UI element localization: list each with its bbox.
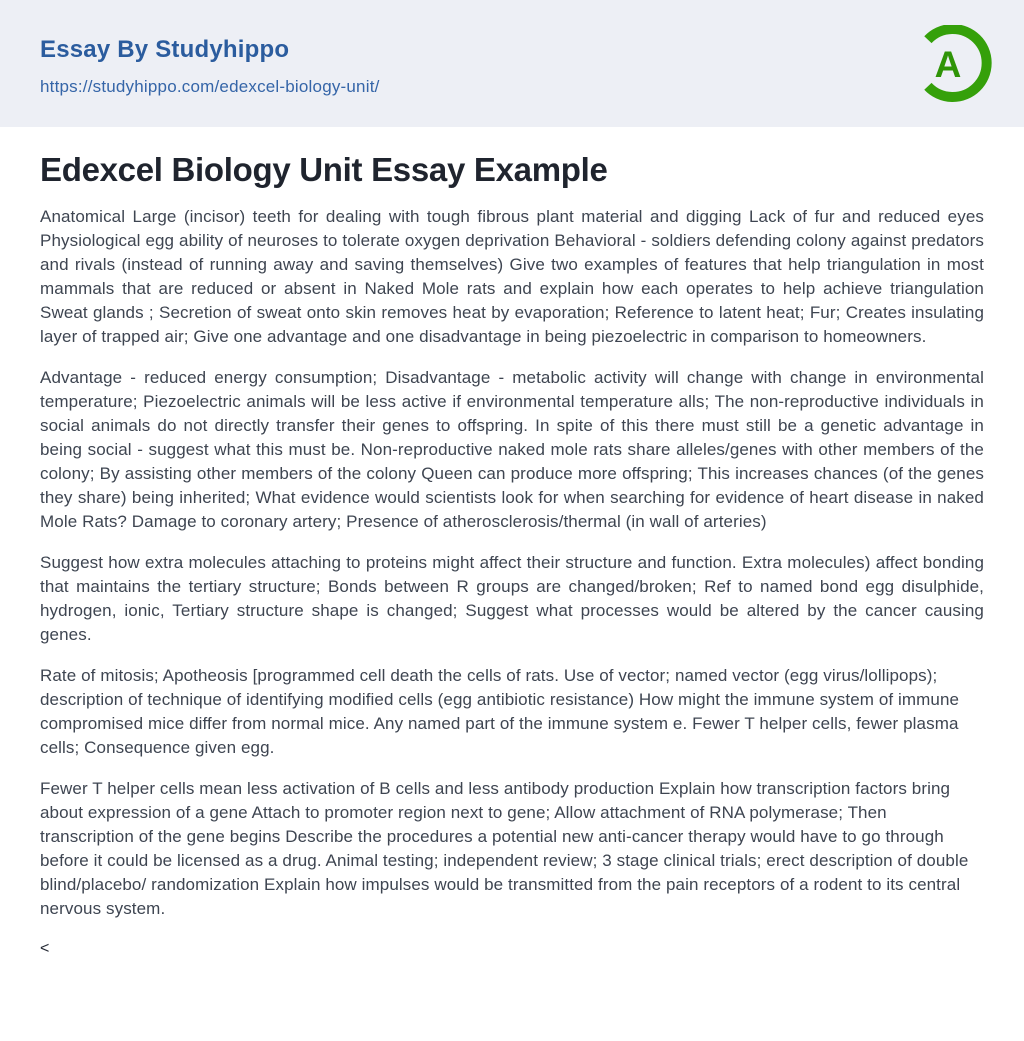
source-url-link[interactable]: https://studyhippo.com/edexcel-biology-unit/: [40, 77, 380, 96]
article-paragraph: Anatomical Large (incisor) teeth for dealing with tough fibrous plant material and digging Lack of fur and reduced eyes Physiological egg ability of neuroses to tolerate oxygen deprivation Behavioral - soldiers defending colony against predators and rivals (instead of running away and saving themselves) Give two examples of features that help triangulation in most mammals that are reduced or absent in Naked Mole rats and explain how each operates to help achieve triangulation Sweat glands ; Secretion of sweat onto skin removes heat by evaporation; Reference to latent heat; Fur; Creates insulating layer of trapped air; Give one advantage and one disadvantage in being piezoelectric in comparison to homeowners.: [40, 207, 984, 346]
logo-letter: A: [934, 43, 962, 85]
truncated-footer-char: <: [40, 940, 50, 957]
site-title: Essay By Studyhippo: [40, 36, 290, 63]
studyhippo-logo-icon: [912, 25, 992, 105]
page-header: [0, 0, 1024, 127]
article-body: [40, 205, 984, 921]
article-paragraph: Advantage - reduced energy consumption; Disadvantage - metabolic activity will change with change in environmental temperature; Piezoelectric animals will be less active if environmental temperature alls; The non-reproductive individuals in social animals do not directly transfer their genes to offspring. In spite of this there must still be a genetic advantage in being social - suggest what this must be. Non-reproductive naked mole rats share alleles/genes with other members of the colony; By assisting other members of the colony Queen can produce more offspring; This increases chances (of the genes they share) being inherited; What evidence would scientists look for when searching for evidence of heart disease in naked Mole Rats? Damage to coronary artery; Presence of atherosclerosis/thermal (in wall of arteries): [40, 368, 984, 531]
article-paragraph: Fewer T helper cells mean less activation of B cells and less antibody production Explain how transcription factors bring about expression of a gene Attach to promoter region next to gene; Allow attachment of RNA polymerase; Then transcription of the gene begins Describe the procedures a potential new anti-cancer therapy would have to go through before it could be licensed as a drug. Animal testing; independent review; 3 stage clinical trials; erect description of double blind/placebo/ randomization Explain how impulses would be transmitted from the pain receptors of a rodent to its central nervous system.: [40, 779, 969, 918]
header-text-block: [40, 30, 380, 97]
logo-arc-icon: [912, 25, 992, 105]
article-paragraph: Suggest how extra molecules attaching to proteins might affect their structure and function. Extra molecules) affect bonding that maintains the tertiary structure; Bonds between R groups are changed/broken; Ref to named bond egg disulphide, hydrogen, ionic, Tertiary structure shape is changed; Suggest what processes would be altered by the cancer causing genes.: [40, 553, 984, 644]
article-title: Edexcel Biology Unit Essay Example: [40, 151, 608, 188]
article: [0, 127, 1024, 958]
article-paragraph: Rate of mitosis; Apotheosis [programmed cell death the cells of rats. Use of vector; named vector (egg virus/lollipops); description of technique of identifying modified cells (egg antibiotic resistance) How might the immune system of immune compromised mice differ from normal mice. Any named part of the immune system e. Fewer T helper cells, fewer plasma cells; Consequence given egg.: [40, 666, 960, 757]
